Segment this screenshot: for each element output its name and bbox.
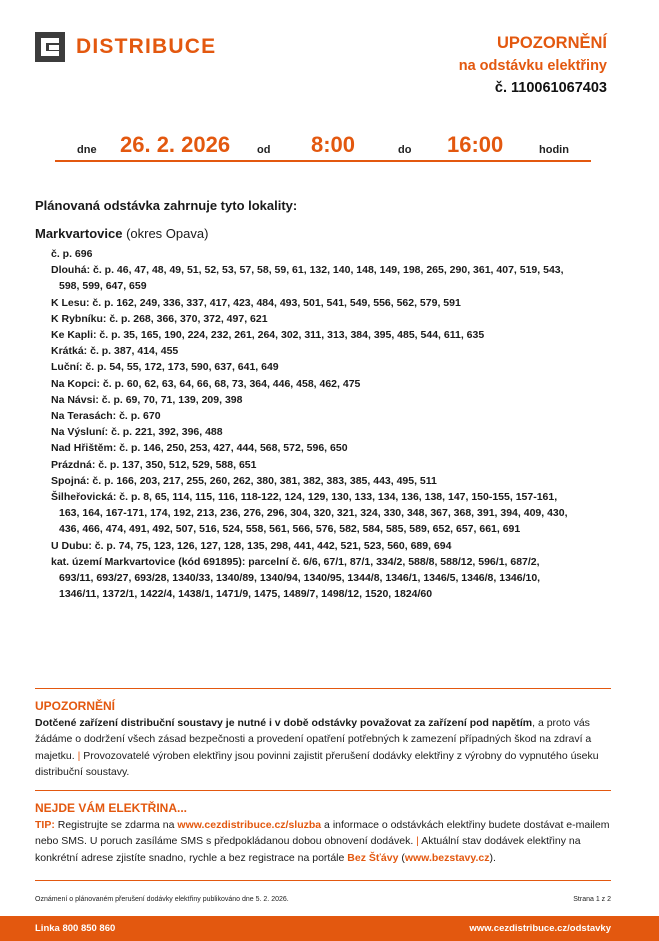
street-entry-line: Nad Hřištěm: č. p. 146, 250, 253, 427, 444, 568, 572, 596, 650: [51, 442, 348, 455]
cez-logo-icon: [35, 32, 65, 62]
tip-text: [35, 817, 613, 866]
tip-text-1: Registrujte se zdarma na: [54, 819, 178, 831]
street-entry-line: Krátká: č. p. 387, 414, 455: [51, 345, 179, 358]
street-entry-line: kat. území Markvartovice (kód 691895): parcelní č. 6/6, 67/1, 87/1, 334/2, 588/8, 588/12, 596/1, 687/2,: [51, 555, 540, 568]
street-entry-continuation: 163, 164, 167-171, 174, 192, 213, 236, 276, 296, 304, 320, 321, 324, 330, 348, 367, 368, 391, 394, 409, 430,: [59, 507, 568, 520]
time-to: 16:00: [447, 132, 504, 157]
registration-link[interactable]: www.cezdistribuce.cz/sluzba: [177, 819, 322, 831]
page-number: Strana 1 z 2: [573, 896, 611, 903]
tip-title: NEJDE VÁM ELEKTŘINA...: [35, 801, 188, 815]
street-entry-line: č. p. 696: [51, 248, 93, 260]
notice-heading: [459, 32, 607, 99]
footer-bar: [0, 916, 659, 941]
outage-dateline: [55, 130, 591, 162]
street-entry: [51, 295, 611, 311]
warning-text: [35, 715, 613, 781]
street-list: [51, 246, 611, 602]
warning-bold: Dotčené zařízení distribuční soustavy je nutné i v době odstávky považovat za zařízení pod napětím: [35, 717, 533, 729]
company-logo: [35, 32, 216, 62]
street-entry: [51, 538, 611, 554]
locations-intro: Plánovaná odstávka zahrnuje tyto lokality:: [35, 198, 298, 213]
outage-date: 26. 2. 2026: [120, 132, 231, 157]
street-entry: [51, 262, 611, 294]
street-entry: [51, 343, 611, 359]
tip-text-5: ).: [489, 851, 496, 864]
street-entry: [51, 440, 611, 456]
street-entry: [51, 392, 611, 408]
street-entry-line: U Dubu: č. p. 74, 75, 123, 126, 127, 128, 135, 298, 441, 442, 521, 523, 560, 689, 694: [51, 539, 452, 552]
street-entry-line: Spojná: č. p. 166, 203, 217, 255, 260, 262, 380, 381, 382, 383, 385, 443, 495, 511: [51, 474, 437, 487]
street-entry: [51, 327, 611, 343]
town-name: Markvartovice: [35, 226, 123, 241]
publication-note: Oznámení o plánovaném přerušení dodávky elektřiny publikováno dne 5. 2. 2026.: [35, 896, 289, 903]
section-divider: [35, 790, 611, 791]
street-entry-line: K Rybníku: č. p. 268, 366, 370, 372, 497, 621: [51, 312, 268, 325]
street-entry-line: Na Kopci: č. p. 60, 62, 63, 64, 66, 68, 73, 364, 446, 458, 462, 475: [51, 377, 361, 390]
street-entry: [51, 473, 611, 489]
hotline-text: Linka 800 850 860: [35, 923, 116, 934]
date-label: dne: [77, 144, 97, 156]
warning-rest-2: Provozovatelé výroben elektřiny jsou povinni zajistit přerušení dodávky elektřiny z výrobny do vypnutého úseku distribuční soustavy.: [35, 749, 599, 779]
street-entry-continuation: 693/11, 693/27, 693/28, 1340/33, 1340/89, 1340/94, 1340/95, 1344/8, 1346/1, 1346/5, 1346/8, 1346/10,: [59, 572, 541, 585]
town-district: (okres Opava): [122, 226, 209, 241]
section-divider: [35, 880, 611, 881]
to-label: do: [398, 144, 412, 156]
street-entry-line: Prázdná: č. p. 137, 350, 512, 529, 588, 651: [51, 458, 257, 471]
street-entry-line: K Lesu: č. p. 162, 249, 336, 337, 417, 423, 484, 493, 501, 541, 549, 556, 562, 579, 591: [51, 296, 461, 309]
tip-text-4: (: [398, 851, 405, 864]
from-label: od: [257, 144, 271, 156]
tip-separator: |: [413, 835, 422, 848]
street-entry-line: Ke Kapli: č. p. 35, 165, 190, 224, 232, 261, 264, 302, 311, 313, 384, 395, 485, 544, 611, 635: [51, 329, 485, 342]
street-entry-continuation: 1346/11, 1372/1, 1422/4, 1438/1, 1471/9, 1475, 1489/7, 1498/12, 1520, 1824/60: [59, 588, 433, 601]
hours-label: hodin: [539, 144, 569, 156]
street-entry-line: Na Výsluní: č. p. 221, 392, 396, 488: [51, 426, 223, 439]
warning-rest: , a proto vás žádáme o dodržení všech zásad bezpečnosti a provedení opatření potřebných k zamezení případných škod na zdraví a majetku.: [35, 717, 592, 762]
street-entry-line: Luční: č. p. 54, 55, 172, 173, 590, 637, 641, 649: [51, 361, 279, 374]
bezstavy-url-link[interactable]: www.bezstavy.cz: [404, 851, 490, 864]
warning-separator: |: [74, 749, 84, 762]
outages-url-link[interactable]: www.cezdistribuce.cz/odstavky: [469, 923, 611, 934]
street-entry: [51, 246, 611, 262]
logo-text: DISTRIBUCE: [76, 35, 217, 58]
street-entry: [51, 376, 611, 392]
street-entry: [51, 424, 611, 440]
section-divider: [35, 688, 611, 689]
tip-text-3: Aktuální stav dodávek elektřiny na konkrétní adrese zjistíte snadno, rychle a bez registrace na portále: [35, 835, 581, 864]
street-entry: [51, 311, 611, 327]
town-heading: [35, 226, 208, 241]
street-entry-continuation: 598, 599, 647, 659: [59, 280, 147, 293]
time-from: 8:00: [311, 132, 356, 157]
street-entry-line: Šilheřovická: č. p. 8, 65, 114, 115, 116, 118-122, 124, 129, 130, 133, 134, 136, 138, 147, 150-155, 157-161,: [51, 491, 558, 504]
street-entry-line: Na Návsi: č. p. 69, 70, 71, 139, 209, 398: [51, 393, 243, 406]
street-entry: [51, 554, 611, 603]
tip-text-2: a informace o odstávkách elektřiny budete dostávat e-mailem nebo SMS. U poruch zasíláme SMS s předpokládanou dobou obnovení dodávek.: [35, 819, 610, 848]
street-entry: [51, 408, 611, 424]
notice-title: UPOZORNĚNÍ: [496, 34, 607, 52]
street-entry: [51, 457, 611, 473]
warning-title: UPOZORNĚNÍ: [35, 699, 116, 713]
street-entry-continuation: 436, 466, 474, 491, 492, 507, 516, 524, 558, 561, 566, 576, 582, 584, 585, 589, 652, 657, 661, 691: [59, 523, 521, 536]
street-entry: [51, 489, 611, 538]
notice-subtitle: na odstávku elektřiny: [458, 58, 607, 74]
street-entry-line: Dlouhá: č. p. 46, 47, 48, 49, 51, 52, 53, 57, 58, 59, 61, 132, 140, 148, 149, 198, 265, 290, 361, 407, 519, 543,: [51, 264, 564, 277]
notice-number: č. 110061067403: [494, 80, 607, 96]
street-entry-line: Na Terasách: č. p. 670: [51, 410, 161, 423]
bez-stavy-link[interactable]: Bez Šťávy: [347, 851, 399, 864]
tip-label: TIP:: [35, 819, 55, 831]
street-entry: [51, 359, 611, 375]
